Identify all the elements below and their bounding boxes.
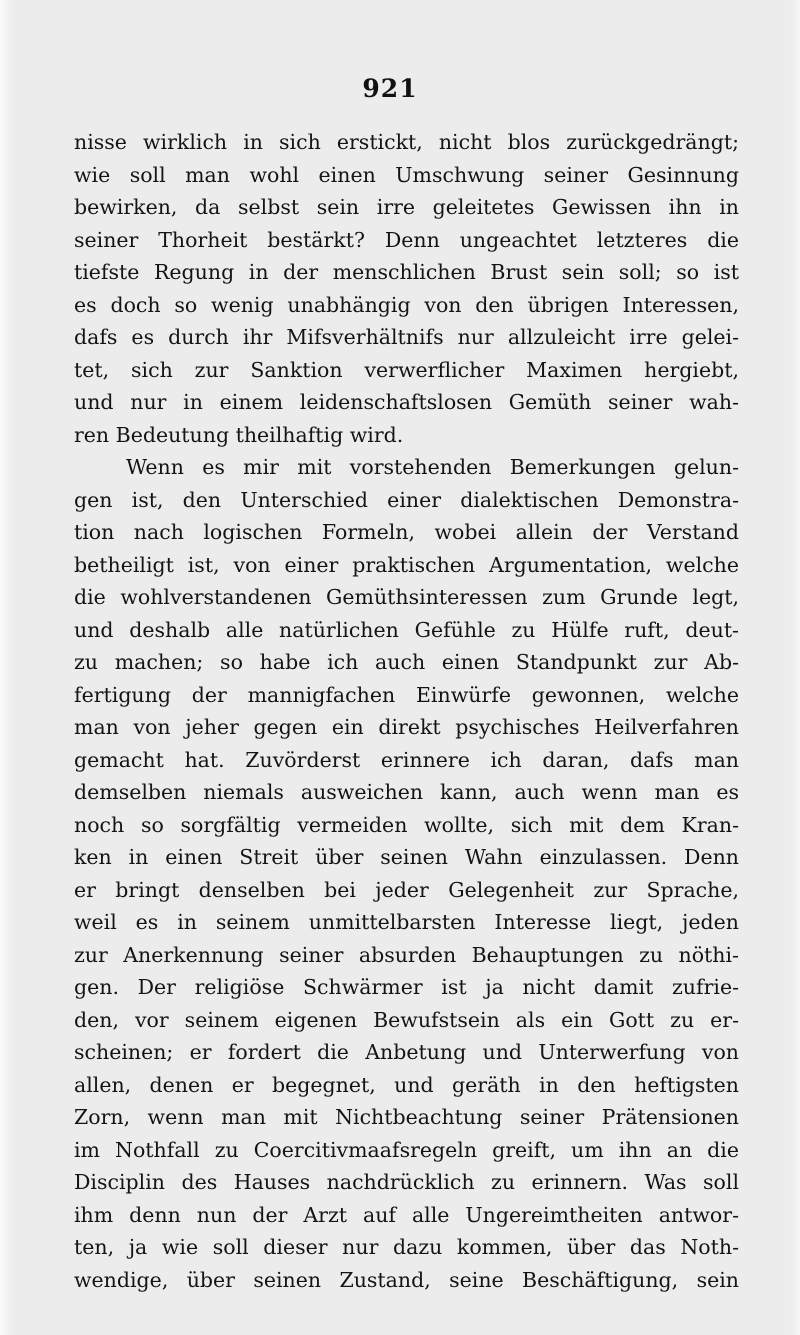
text-line: man von jeher gegen ein direkt psychisches Heilverfahren (74, 715, 739, 739)
text-line: seiner Thorheit bestärkt? Denn ungeachtet letzteres die (74, 227, 739, 252)
text-line: zu machen; so habe ich auch einen Standpunkt zur Ab- (74, 650, 739, 674)
text-line: die wohlverstandenen Gemüthsinteressen zum Grunde legt, (74, 585, 739, 609)
text-line: gen. Der religiöse Schwärmer ist ja nicht damit zufrie- (74, 975, 739, 999)
paragraph-end-line: ren Bedeutung theilhaftig wird. (74, 422, 404, 447)
text-line: ken in einen Streit über seinen Wahn einzulassen. Denn (74, 845, 739, 869)
text-line: tiefste Regung in der menschlichen Brust sein soll; so ist (74, 260, 739, 284)
text-line: wendige, über seinen Zustand, seine Beschäftigung, sein (74, 1267, 739, 1292)
text-line: im Nothfall zu Coercitivmaafsregeln greift, um ihn an die (74, 1137, 739, 1162)
text-line: allen, denen er begegnet, und geräth in den heftigsten (74, 1072, 739, 1097)
text-line: dafs es durch ihr Mifsverhältnifs nur allzuleicht irre gelei- (74, 325, 739, 349)
page-right-edge (790, 0, 800, 1335)
page-number: 921 (362, 74, 418, 103)
text-line: den, vor seinem eigenen Bewufstsein als ein Gott zu er- (74, 1007, 739, 1032)
text-line: noch so sorgfältig vermeiden wollte, sich mit dem Kran- (74, 812, 739, 837)
text-line: tion nach logischen Formeln, wobei allein der Verstand (74, 520, 739, 544)
text-line: nisse wirklich in sich erstickt, nicht blos zurückgedrängt; (74, 130, 739, 154)
text-line: fertigung der mannigfachen Einwürfe gewonnen, welche (74, 682, 739, 707)
text-line: ten, ja wie soll dieser nur dazu kommen, über das Noth- (74, 1235, 739, 1259)
text-line: demselben niemals ausweichen kann, auch wenn man es (74, 780, 739, 804)
text-line: tet, sich zur Sanktion verwerflicher Maximen hergiebt, (74, 357, 739, 382)
text-line: gemacht hat. Zuvörderst erinnere ich daran, dafs man (74, 747, 739, 772)
text-line: wie soll man wohl einen Umschwung seiner Gesinnung (74, 162, 739, 187)
text-line: scheinen; er fordert die Anbetung und Unterwerfung von (74, 1040, 739, 1064)
text-line: bewirken, da selbst sein irre geleitetes Gewissen ihn in (74, 195, 739, 219)
text-line: gen ist, den Unterschied einer dialektischen Demonstra- (74, 487, 739, 512)
text-line: Zorn, wenn man mit Nichtbeachtung seiner Prätensionen (74, 1105, 739, 1129)
body-text (74, 126, 739, 1296)
text-line: betheiligt ist, von einer praktischen Argumentation, welche (74, 552, 739, 577)
text-line: und deshalb alle natürlichen Gefühle zu Hülfe ruft, deut- (74, 617, 739, 642)
paragraph-start-line: Wenn es mir mit vorstehenden Bemerkungen gelun- (126, 455, 739, 479)
text-line: zur Anerkennung seiner absurden Behauptungen zu nöthi- (74, 942, 739, 967)
text-line: es doch so wenig unabhängig von den übrigen Interessen, (74, 292, 739, 317)
text-line: weil es in seinem unmittelbarsten Interesse liegt, jeden (74, 910, 739, 934)
page-left-edge (0, 0, 14, 1335)
text-line: er bringt denselben bei jeder Gelegenheit zur Sprache, (74, 877, 739, 902)
text-line: Disciplin des Hauses nachdrücklich zu erinnern. Was soll (74, 1170, 739, 1194)
text-line: und nur in einem leidenschaftslosen Gemüth seiner wah- (74, 390, 739, 414)
text-line: ihm denn nun der Arzt auf alle Ungereimtheiten antwor- (74, 1202, 739, 1227)
